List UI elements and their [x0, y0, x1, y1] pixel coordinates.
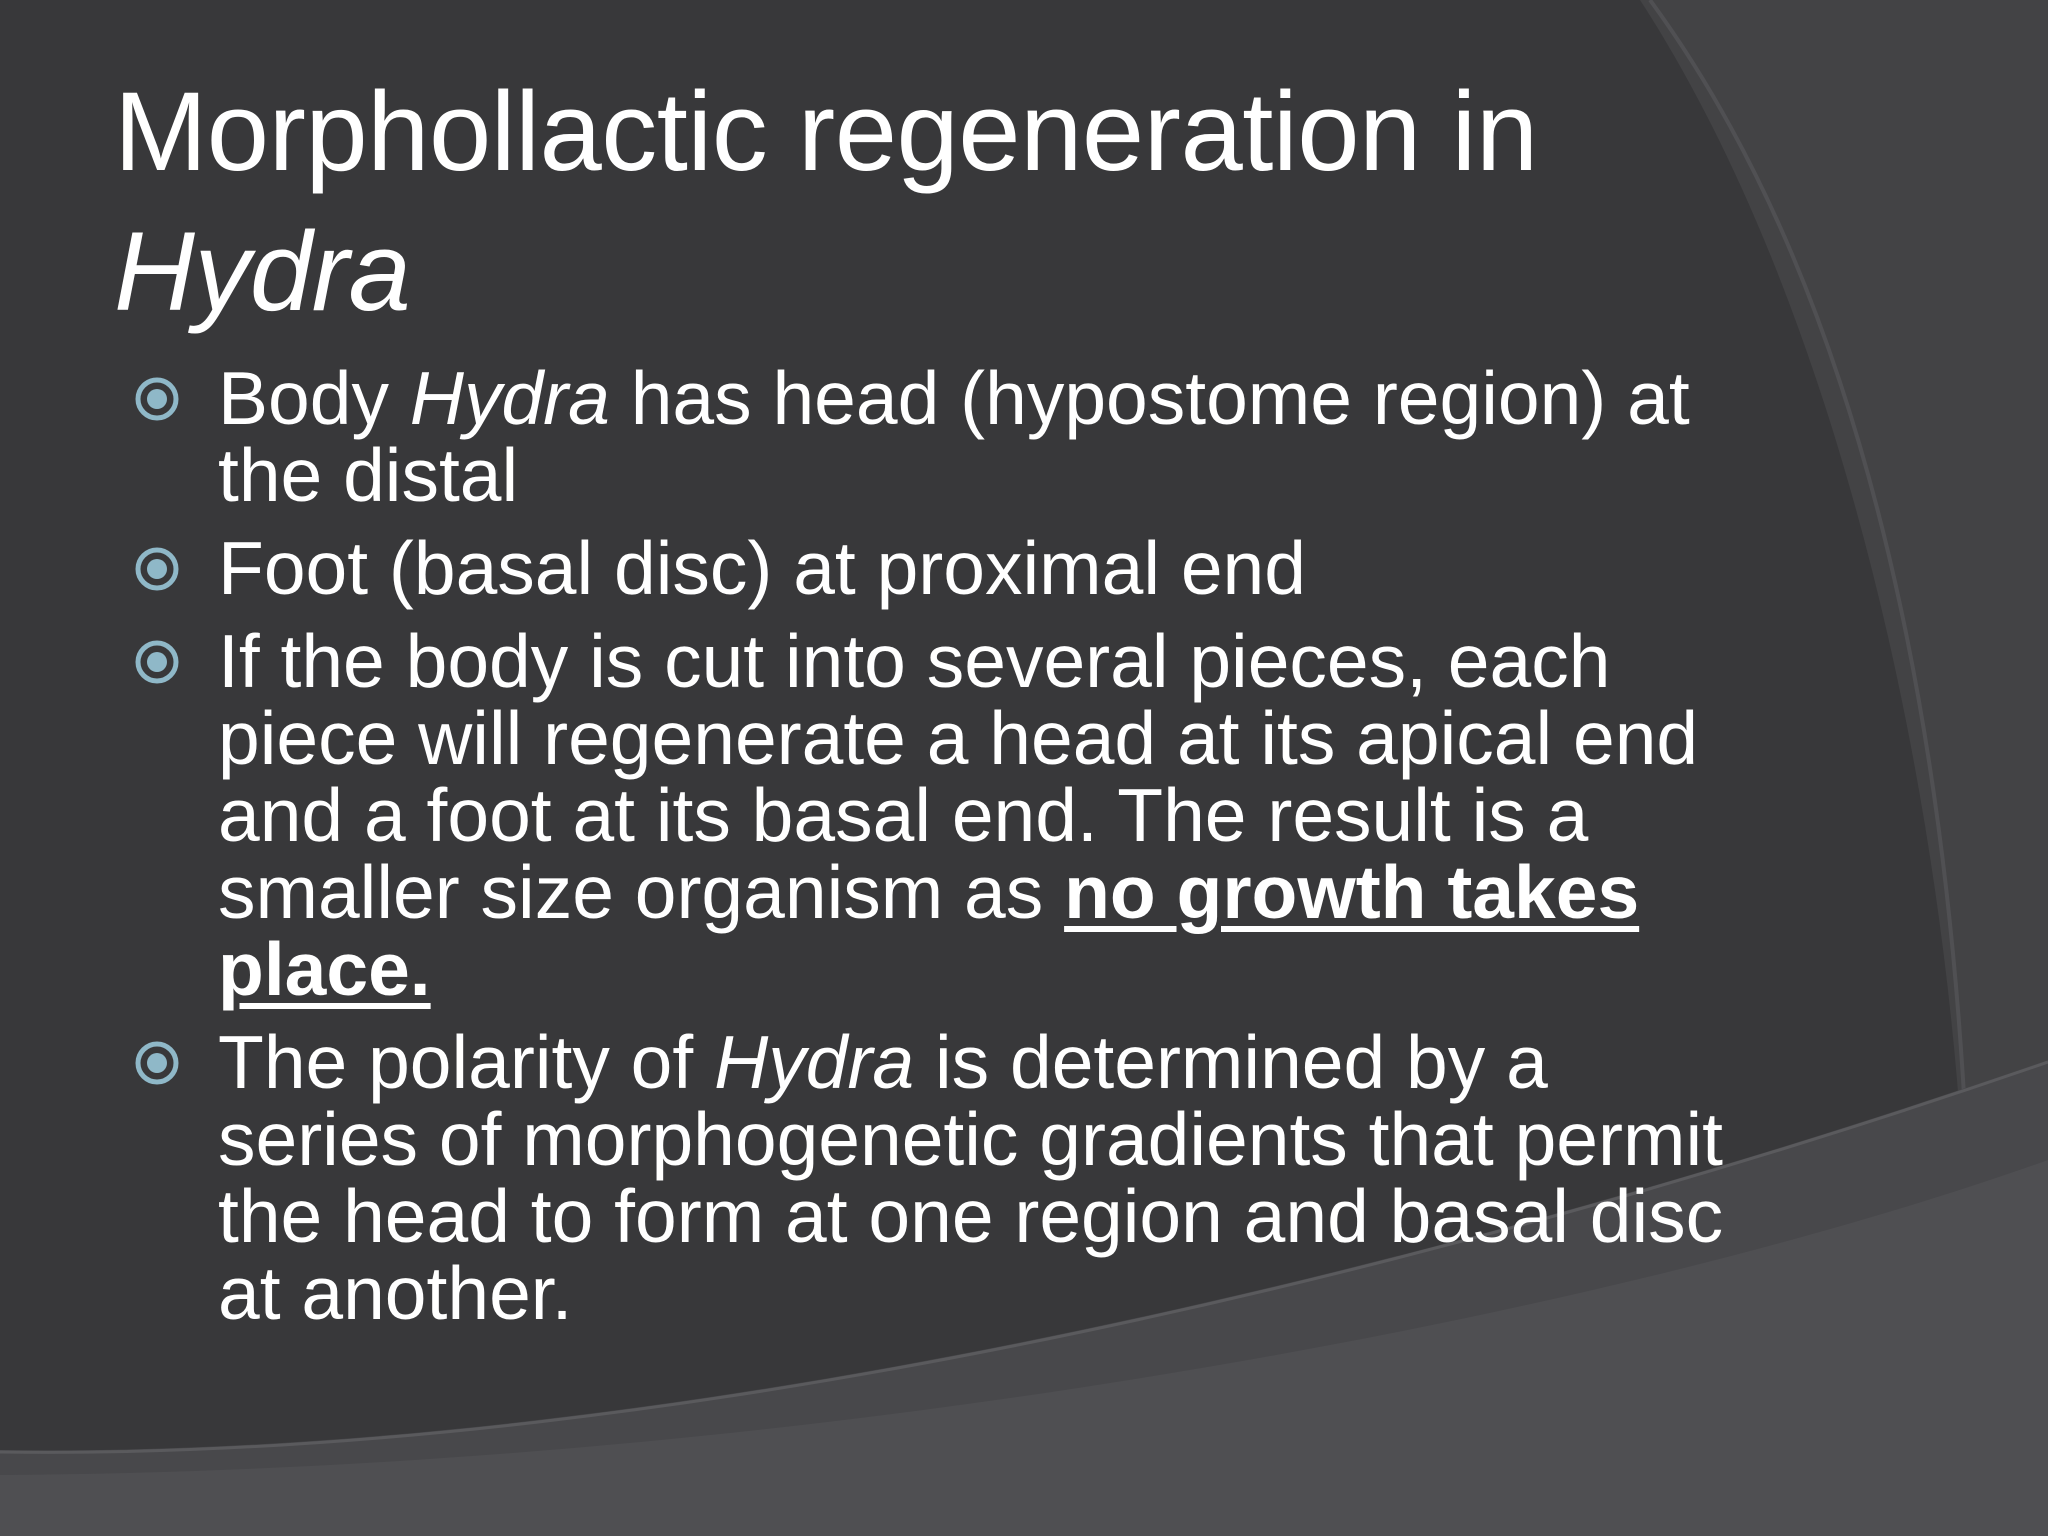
- emphasis-text: no growth takes place.: [218, 850, 1640, 1011]
- bullet-text: If the body is cut into several pieces, each piece will regenerate a head at its apical end and a foot at its basal end. The result is a smaller size organism as no growth takes place.: [218, 619, 1699, 1011]
- target-bullet-icon: [134, 376, 180, 422]
- bullet-text: Foot (basal disc) at proximal end: [218, 526, 1306, 610]
- target-bullet-icon: [134, 546, 180, 592]
- bullet-item: [134, 619, 1734, 1011]
- target-bullet-icon: [134, 639, 180, 685]
- bullet-item: [134, 1020, 1734, 1335]
- bullet-text: Body Hydra has head (hypostome region) at the distal: [218, 356, 1690, 517]
- bullet-item: [134, 356, 1734, 517]
- bullet-list: [134, 356, 1734, 1348]
- bullet-text: The polarity of Hydra is determined by a series of morphogenetic gradients that permit the head to form at one region and basal disc at another.: [218, 1020, 1724, 1335]
- bullet-item: [134, 526, 1734, 610]
- target-bullet-icon: [134, 1040, 180, 1086]
- slide-title-line-1: Morphollactic regeneration in: [114, 69, 1538, 194]
- slide-title: [114, 62, 1814, 342]
- slide-title-line-2: Hydra: [114, 209, 411, 334]
